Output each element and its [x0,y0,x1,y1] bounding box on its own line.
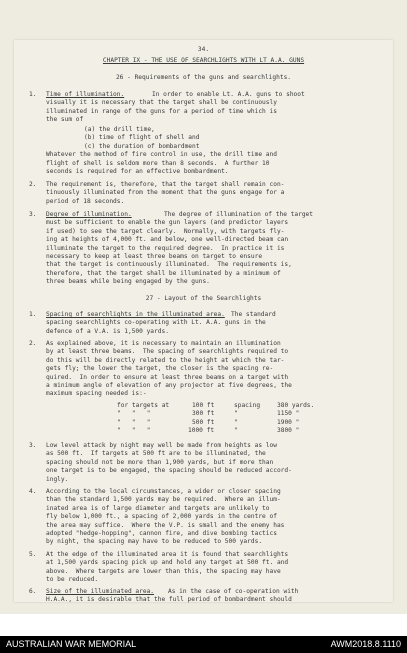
s26-p1-number: 1. [29,91,37,98]
s27-p3-line: ingly. [46,475,69,483]
s26-p1-line: visually it is necessary that the target shall be continuously [46,99,277,107]
s27-p5-line: At the edge of the illuminated area it is found that searchlights [46,551,289,558]
section-27-heading: 27 - Layout of the Searchlights [145,295,262,302]
spacing-table-cell: 380 yards. [277,402,315,409]
spacing-table-cell: " [234,418,238,426]
s26-p3-line: must be sufficient to enable the gun layers (and predictor layers [46,219,289,227]
s27-p4-line: by night, the spacing may have to be reduced to 500 yards. [46,538,263,546]
spacing-table-cell: 3800 " [277,427,300,435]
document-page [14,40,393,602]
s27-p1-title: Spacing of searchlights in the illuminated area. [46,311,225,318]
spacing-table-cell: for targets at [117,402,170,409]
s26-p1-title: Time of illumination. [46,91,125,98]
s26-p3-line: ing at heights of 4,000 ft. and below, one well-directed beam can [46,236,289,244]
s26-p3-line: three beams while being engaged by the guns. [46,278,210,286]
s26-p1-item-c: (c) the duration of bombardment [84,142,200,150]
s27-p6-line: H.A.A., it is desirable that the full period of bombardment should [46,596,292,604]
s27-p5-line: above. Where targets are lower than this, the spacing may have [46,567,281,575]
s27-p1-number: 1. [29,311,37,318]
s26-p3-number: 3. [29,211,37,218]
spacing-table-cell: 1000 ft [188,427,215,435]
spacing-table-cell: 1150 " [277,410,300,418]
spacing-table-cell: " [234,410,238,418]
s27-p5-line: at 1,500 yards spacing pick up and hold any target at 500 ft. and [46,559,289,567]
s27-p2-number: 2. [29,340,37,347]
s27-p3-line: one target is to be engaged, the spacing should be reduced accord- [46,467,292,475]
s27-p1-line: defence of a V.A. is 1,500 yards. [46,327,169,335]
s26-p1-item-b: (b) time of flight of shell and [84,134,200,142]
spacing-table-cell: " [234,427,238,435]
s27-p1-line: spacing searchlights co-operating with Lt. A.A. guns in the [46,319,266,327]
spacing-table-cell: spacing [234,402,261,409]
s27-p1-line: The standard [231,311,276,318]
chapter-title: CHAPTER IX - THE USE OF SEARCHLIGHTS WITH LT A.A. GUNS [102,57,305,64]
s26-p3-line: illuminate the target to the required degree. In practice it is [46,244,285,252]
s27-p4-number: 4. [29,488,37,495]
s27-p3-number: 3. [29,442,37,449]
s27-p2-line: As explained above, it is necessary to maintain an illumination [46,340,281,347]
s26-p1-line: In order to enable Lt. A.A. guns to shoot [152,91,305,98]
s27-p6-line: As in the case of co-operation with [168,588,299,595]
s26-p3-line: therefore, that the target shall be illuminated by a minimum of [46,269,281,277]
s26-p1-line: seconds is required for an effective bombardment. [46,168,229,175]
s27-p6-title: Size of the illuminated area. [46,588,155,595]
footer-accession-number: AWM2018.8.1110 [330,639,401,649]
s26-p2-line: The requirement is, therefore, that the target shall remain con- [46,181,285,188]
s27-p3-line: as 500 ft. If targets at 500 ft are to be illuminated, the [46,450,266,458]
s27-p2-line: by at least three beams. The spacing of searchlights required to [46,348,289,356]
s26-p1-line: illuminated in range of the guns for a period of time which is [46,107,277,115]
s27-p4-line: than the standard 1,500 yards may be required. Where an illum- [46,496,281,504]
s26-p1-line: Whatever the method of fire control in use, the drill time and [46,151,277,159]
spacing-table-cell: 100 ft [192,402,215,409]
s26-p3-title: Degree of illumination. [46,211,132,218]
s26-p3-line: The degree of illumination of the target [164,211,314,218]
s27-p4-line: According to the local circumstances, a wider or closer spacing [46,488,281,495]
s26-p3-line: that the target is continuously illuminated. The requirements is, [46,261,292,269]
spacing-table-cell: " " " [117,427,151,435]
s27-p6-number: 6. [29,588,37,595]
s26-p2-number: 2. [29,181,37,188]
spacing-table-cell: 1900 " [277,418,300,426]
s27-p5-number: 5. [29,551,37,558]
page-number: 34. [197,46,210,53]
s26-p2-line: period of 18 seconds. [46,197,125,205]
footer-credit: AUSTRALIAN WAR MEMORIAL [6,639,137,649]
spacing-table-cell: 300 ft [192,410,215,418]
s27-p4-line: inated area is of large diameter and targets are unlikely to [46,504,270,512]
s26-p1-line: the sum of [46,116,84,124]
s27-p5-line: to be reduced. [46,576,99,584]
s26-p1-line: flight of shell is seldom more than 8 seconds. A further 10 [46,159,270,167]
s27-p2-line: do this will be directly related to the height at which the tar- [46,356,285,364]
s27-p2-line: quired. In order to ensure at least three beams on a target with [46,373,289,381]
spacing-table-cell: " " " [117,418,151,426]
s27-p2-line: a minimum angle of elevation of any projector at five degrees, the [46,382,292,389]
s27-p4-line: adopted "hedge-hopping", cannon fire, and dive bombing tactics [46,530,277,537]
s26-p2-line: tinuously illuminated from the moment that the guns engage for a [46,189,285,197]
spacing-table-cell: " " " [117,410,151,418]
s27-p2-line: maximum spacing needed is:- [46,390,147,398]
s27-p4-line: the area may suffice. Where the V.P. is small and the enemy has [46,521,285,529]
s26-p3-line: necessary to keep at least three beams on target to ensure [46,253,263,260]
s26-p3-line: if used) to see the target clearly. Normally, with targets fly- [46,227,285,235]
s27-p4-line: fly below 1,000 ft., a spacing of 2,000 yards in the centre of [46,513,277,521]
footer-bar [0,636,407,653]
s27-p3-line: Low level attack by night may well be made from heights as low [46,442,277,449]
s27-p2-line: gets fly; the lower the target, the closer is the spacing re- [46,365,274,373]
s26-p1-item-a: (a) the drill time, [84,126,155,133]
spacing-table-cell: 500 ft [192,418,215,426]
s27-p3-line: spacing should not be more than 1,900 yards, but if more than [46,458,274,466]
section-26-heading: 26 - Requirements of the guns and searchlights. [115,74,292,81]
